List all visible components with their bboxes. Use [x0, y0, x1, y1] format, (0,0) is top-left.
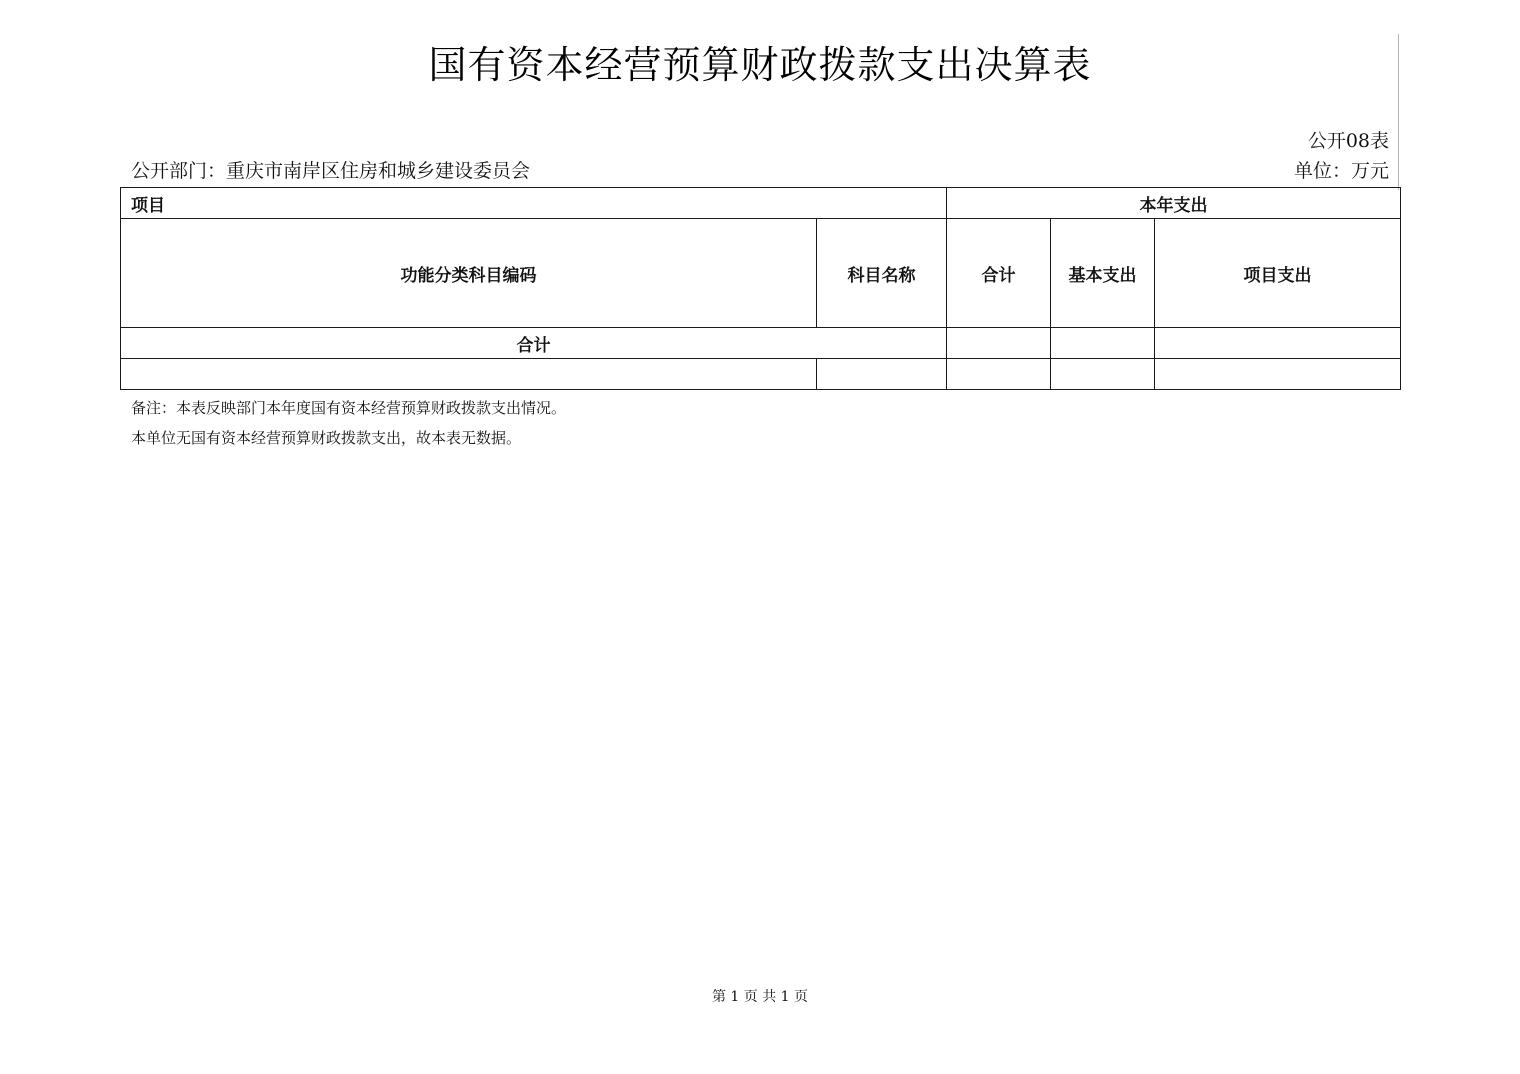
- table-cell-basic-expense: [1051, 359, 1155, 390]
- table-column-header-row: [121, 219, 1401, 328]
- budget-table: [120, 187, 1401, 390]
- column-header-basic-expense: 基本支出: [1051, 219, 1155, 328]
- header-group-project: 项目: [121, 188, 947, 219]
- column-header-subject-name: 科目名称: [817, 219, 947, 328]
- form-number: 公开08表: [1307, 130, 1389, 152]
- column-header-code: 功能分类科目编码: [121, 219, 817, 328]
- notes-section: [131, 393, 566, 453]
- page-footer: 第 1 页 共 1 页: [711, 989, 809, 1005]
- document-title: 国有资本经营预算财政拨款支出决算表: [428, 43, 1092, 87]
- note-line-remark: 备注：本表反映部门本年度国有资本经营预算财政拨款支出情况。: [131, 399, 567, 417]
- table-group-header-row: [121, 188, 1401, 219]
- total-row-basic-cell: [1051, 328, 1155, 359]
- total-row-total-cell: [947, 328, 1051, 359]
- unit-label: 单位：万元: [1293, 160, 1389, 182]
- total-row-project-cell: [1155, 328, 1401, 359]
- table-cell-project-expense: [1155, 359, 1401, 390]
- header-group-current-year: 本年支出: [947, 188, 1401, 219]
- table-total-row: [121, 328, 1401, 359]
- table-cell-total: [947, 359, 1051, 390]
- column-header-total: 合计: [947, 219, 1051, 328]
- table-row: [121, 359, 1401, 390]
- department-label: 公开部门：重庆市南岸区住房和城乡建设委员会: [131, 160, 531, 182]
- table-cell-code: [121, 359, 817, 390]
- table-cell-subject-name: [817, 359, 947, 390]
- column-header-project-expense: 项目支出: [1155, 219, 1401, 328]
- note-line-no-data: 本单位无国有资本经营预算财政拨款支出，故本表无数据。: [131, 429, 522, 447]
- total-row-label: 合计: [121, 328, 947, 359]
